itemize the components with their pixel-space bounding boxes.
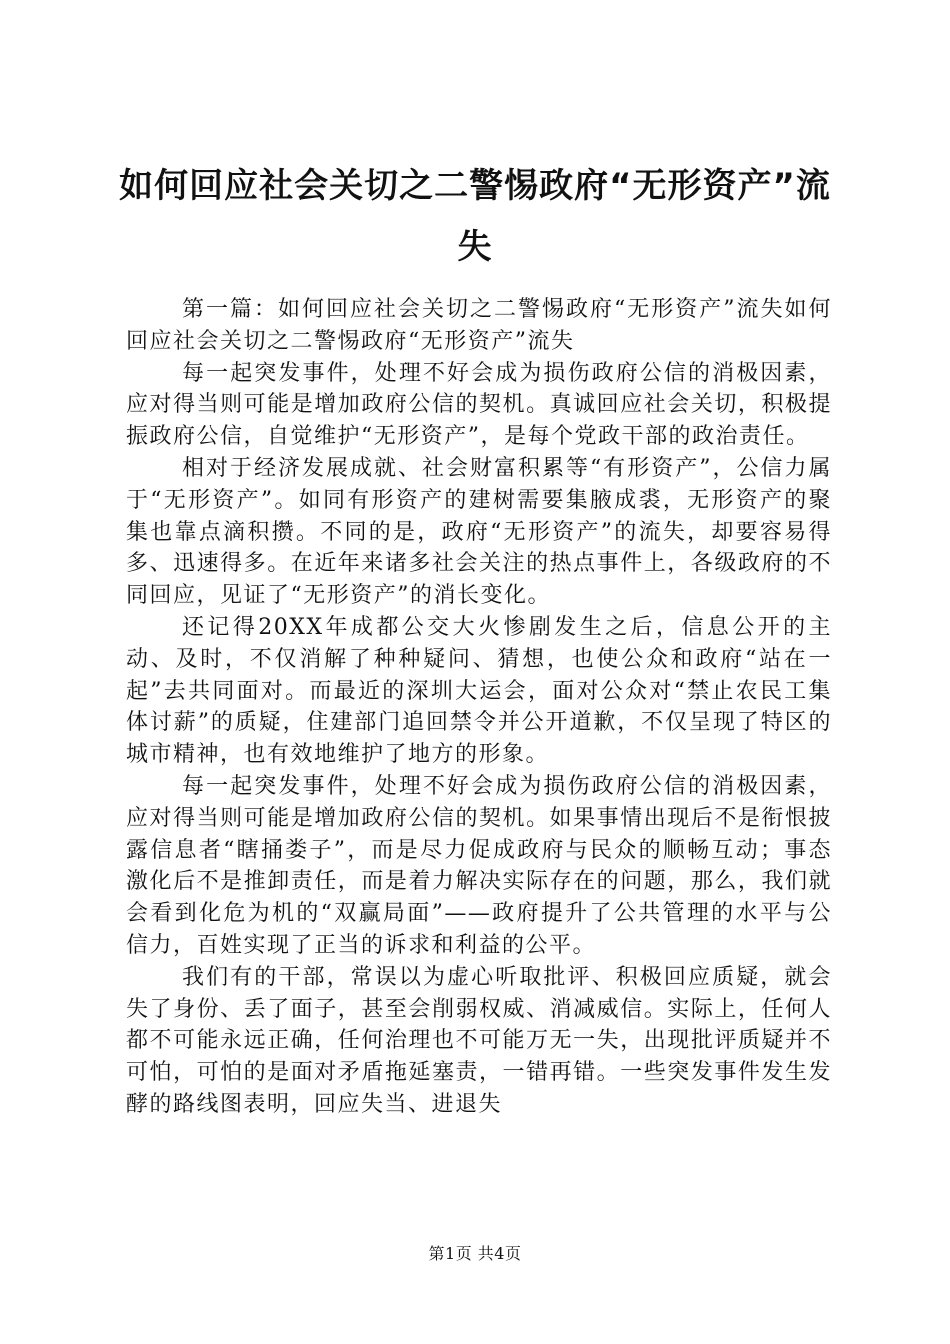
paragraph: 相对于经济发展成就、社会财富积累等“有形资产”，公信力属于“无形资产”。如同有形资产的建树需要集腋成裘，无形资产的聚集也靠点滴积攒。不同的是，政府“无形资产”的流失，却要容易得多、迅速得多。在近年来诸多社会关注的热点事件上，各级政府的不同回应，见证了“无形资产”的消长变化。 [126,455,832,609]
paragraph: 每一起突发事件，处理不好会成为损伤政府公信的消极因素，应对得当则可能是增加政府公信的契机。真诚回应社会关切，积极提振政府公信，自觉维护“无形资产”，是每个党政干部的政治责任。 [126,360,832,450]
paragraph: 我们有的干部，常误以为虚心听取批评、积极回应质疑，就会失了身份、丢了面子，甚至会削弱权威、消减威信。实际上，任何人都不可能永远正确，任何治理也不可能万无一失，出现批评质疑并不可怕，可怕的是面对矛盾拖延塞责，一错再错。一些突发事件发生发酵的路线图表明，回应失当、进退失 [126,964,832,1117]
paragraph: 每一起突发事件，处理不好会成为损伤政府公信的消极因素，应对得当则可能是增加政府公信的契机。如果事情出现后不是衔恨披露信息者“瞎捅娄子”，而是尽力促成政府与民众的顺畅互动；事态激化后不是推卸责任，而是着力解决实际存在的问题，那么，我们就会看到化危为机的“双赢局面”——政府提升了公共管理的水平与公信力，百姓实现了正当的诉求和利益的公平。 [126,773,832,958]
paragraph: 还记得20XX年成都公交大火惨剧发生之后，信息公开的主动、及时，不仅消解了种种疑问、猜想，也使公众和政府“站在一起”去共同面对。而最近的深圳大运会，面对公众对“禁止农民工集体讨薪”的质疑，住建部门追回禁令并公开道歉，不仅呈现了特区的城市精神，也有效地维护了地方的形象。 [126,614,832,768]
page-number-footer: 第1页 共4页 [428,1244,522,1263]
document-title: 如何回应社会关切之二警惕政府“无形资产”流失 [119,166,831,267]
document-body [126,294,832,1121]
paragraph: 第一篇：如何回应社会关切之二警惕政府“无形资产”流失如何回应社会关切之二警惕政府“无形资产”流失 [126,297,832,354]
